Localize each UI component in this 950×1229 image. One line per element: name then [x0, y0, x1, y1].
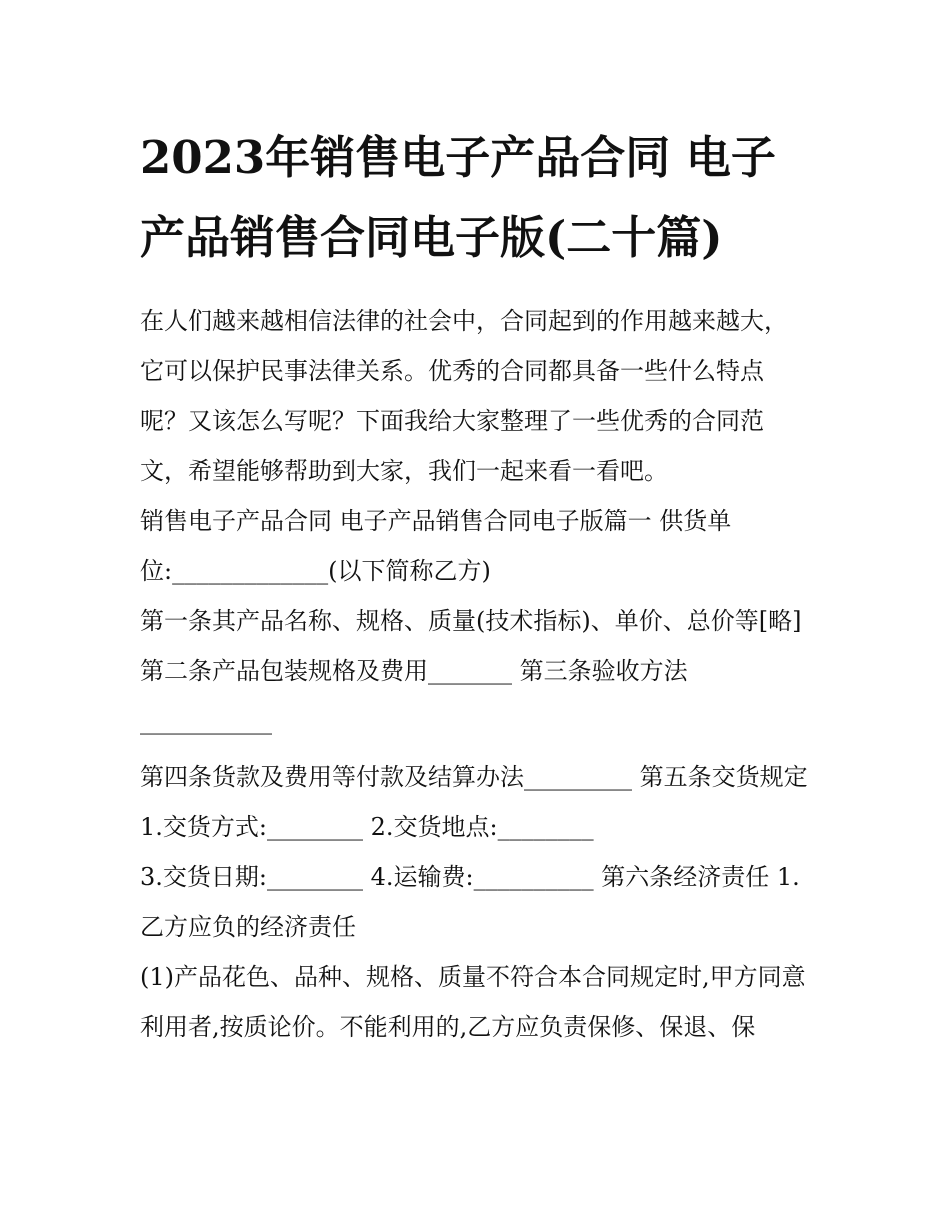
clause-1-3: 第一条其产品名称、规格、质量(技术指标)、单价、总价等[略] 第二条产品包装规格及费用_______ 第三条验收方法___________ [140, 607, 802, 735]
document-body [140, 296, 808, 1052]
clause-4-5: 第四条货款及费用等付款及结算办法_________ 第五条交货规定 1.交货方式:________ 2.交货地点:________ [140, 763, 808, 841]
intro-paragraph: 在人们越来越相信法律的社会中，合同起到的作用越来越大，它可以保护民事法律关系。优秀的合同都具备一些什么特点呢？又该怎么写呢？下面我给大家整理了一些优秀的合同范文，希望能够帮助到大家，我们一起来看一看吧。 [140, 307, 788, 485]
document-title: 2023年销售电子产品合同 电子产品销售合同电子版(二十篇) [140, 131, 776, 264]
clause-6-detail: (1)产品花色、品种、规格、质量不符合本合同规定时,甲方同意利用者,按质论价。不能利用的,乙方应负责保修、保退、保 [140, 963, 806, 1041]
section-heading-supplier: 销售电子产品合同 电子产品销售合同电子版篇一 供货单位:_____________(以下简称乙方) [140, 507, 732, 585]
clause-5-6: 3.交货日期:________ 4.运输费:__________ 第六条经济责任 1.乙方应负的经济责任 [140, 863, 800, 941]
